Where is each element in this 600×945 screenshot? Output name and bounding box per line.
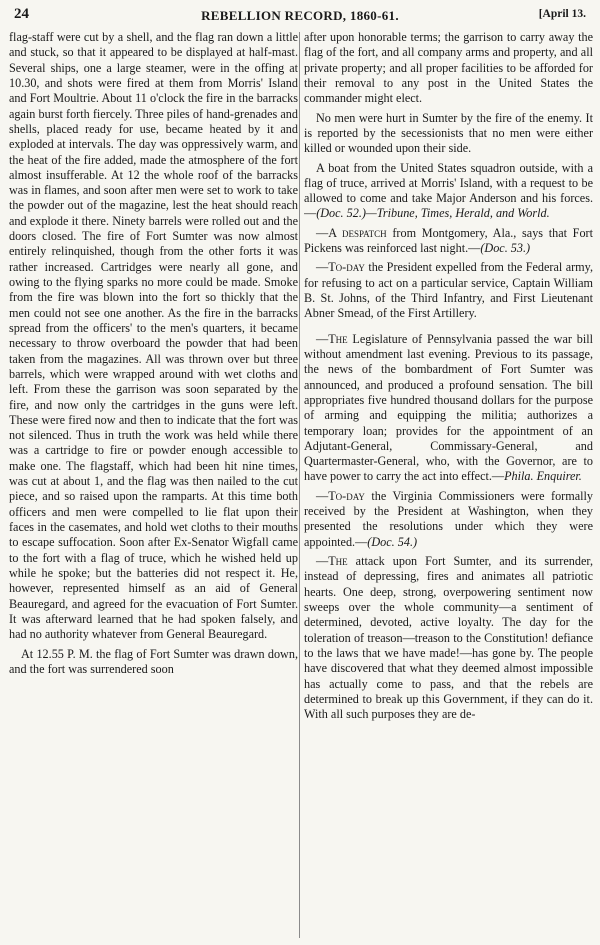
lead-in: —The [316, 331, 348, 346]
date-label: [April 13. [538, 8, 586, 20]
citation: (Doc. 54.) [367, 534, 418, 549]
lead-in: —To-day [316, 260, 365, 275]
paragraph-text: the President expelled from the Federal army, for refusing to act on a particular service, Captain William B. St. Johns, of the Third Infantry, and First Lieutenant Abner Smead, of the First Artillery. [304, 260, 593, 321]
paragraph-text: attack upon Fort Sumter, and its surrender, instead of depressing, fires and animates all patriotic hearts. One deep, strong, overpowering sentiment now sweeps over the whole community—a sentiment of determined, devoted, active loyalty. The day for the toleration of treason—treason to the Constitution! defiance to the laws that we have made!—has gone by. The people have discovered that what they deemed almost impossible has actually come to pass, and that the rebels are determined to break up this Government, if they can do it. With all such purposes they are de- [304, 554, 593, 722]
right-paragraph-8 [304, 554, 593, 722]
page-number: 24 [14, 6, 29, 22]
citation: (Doc. 53.) [480, 241, 531, 256]
left-paragraph-1: flag-staff were cut by a shell, and the flag ran down a little and stuck, so that it appeared to be displayed at half-mast. Several ships, one a large steamer, were in the offing at 10.30, and shots were fired at them from Morris' Island and Fort Moultrie. About 11 o'clock the fire in the barracks again burst forth fiercely. Three piles of hand-grenades and shells, placed ready for use, became heated by it and exploded at intervals. The day was oppressively warm, and the heat of the fire added, made the atmosphere of the fort almost insufferable. At 12 the whole roof of the barracks was in flames, and soon after men were set to work to take the powder out of the magazine, lest the heat should reach and explode it there. Ninety barrels were rolled out and the doors closed. The fire of Fort Sumter was now almost entirely relinquished, though from the other forts it was rather increased. Cartridges were nearly all gone, and owing to the flying sparks no more could be made. Smoke from the fire was blown into the fort so thickly that the men could not see one another. As the fire in the barracks spread from the officers' to the men's quarters, it became necessary to throw overboard the powder that had been taken from the magazines. All was thrown over but three barrels, which were wrapped around with wet cloths and left. From these the garrison was soon separated by the fire, and now only the cartridges in the guns were left. These were fired now and then to indicate that the fort was not silenced. Thus in truth the work was held while there was a cartridge to fire or powder enough accessible to make one. The flagstaff, which had been hit nine times, was cut at about 1, and the flag was then nailed to the cut piece, and so raised upon the ramparts. At this time both officers and men were compelled to lie flat upon their faces in the casemates, and hold wet cloths to their mouths to escape suffocation. Soon after Ex-Senator Wigfall came to the fort with a flag of truce, which he wished held up while he spoke; but the batteries did not respect it. He, however, represented himself as an aid of General Beauregard, and agreed for the evacuation of Fort Sumter. It was afterward learned that he had spoken falsely, and had no authority whatever from General Beauregard. [9, 30, 298, 642]
lead-in: —A despatch [316, 225, 387, 240]
right-paragraph-1: after upon honorable terms; the garrison to carry away the flag of the fort, and all company arms and property, and all private property; and all proper facilities to be afforded for their removal to any post in the United States the commander might elect. [304, 30, 593, 106]
citation: (Doc. 52.)—Tribune, Times, Herald, and World. [316, 206, 550, 221]
paragraph-text: from Montgomery, Ala., says that Fort Pickens was reinforced last night.— [304, 225, 593, 256]
paragraph-text: Legislature of Pennsylvania passed the war bill without amendment last evening. Previous to its passage, the news of the bombardment of Fort Sumter was announced, and produced a profound sensation. The bill appropriates five hundred thousand dollars for the purpose of arming and equipping the militia; authorizes a temporary loan; provides for the appointment of an Adjutant-General, Commissary-General, and Quartermaster-General, who, with the Governor, are to have power to carry the act into effect.— [304, 331, 593, 484]
right-paragraph-7 [304, 489, 593, 550]
paragraph-text: the Virginia Commissioners were formally received by the President at Washington, when they presented the resolutions under which they were appointed.— [304, 488, 593, 549]
right-paragraph-5 [304, 260, 593, 321]
column-divider [299, 32, 300, 938]
page-header [14, 6, 586, 24]
lead-in: —To-day [316, 488, 365, 503]
paragraph-text: A boat from the United States squadron outside, with a flag of truce, arrived at Morris' Island, with a request to be allowed to come and take Major Anderson and his forces.— [304, 160, 593, 221]
right-paragraph-6 [304, 332, 593, 485]
right-paragraph-4 [304, 226, 593, 257]
left-paragraph-2: At 12.55 P. M. the flag of Fort Sumter was drawn down, and the fort was surrendered soon [9, 646, 298, 676]
right-column [304, 30, 593, 942]
running-title: REBELLION RECORD, 1860-61. [201, 8, 399, 23]
right-paragraph-3 [304, 161, 593, 222]
citation: Phila. Enquirer. [504, 469, 582, 484]
right-paragraph-2: No men were hurt in Sumter by the fire of the enemy. It is reported by the secessionists that no men were either killed or wounded upon their side. [304, 110, 593, 156]
left-column [9, 30, 298, 942]
lead-in: —The [316, 554, 348, 568]
